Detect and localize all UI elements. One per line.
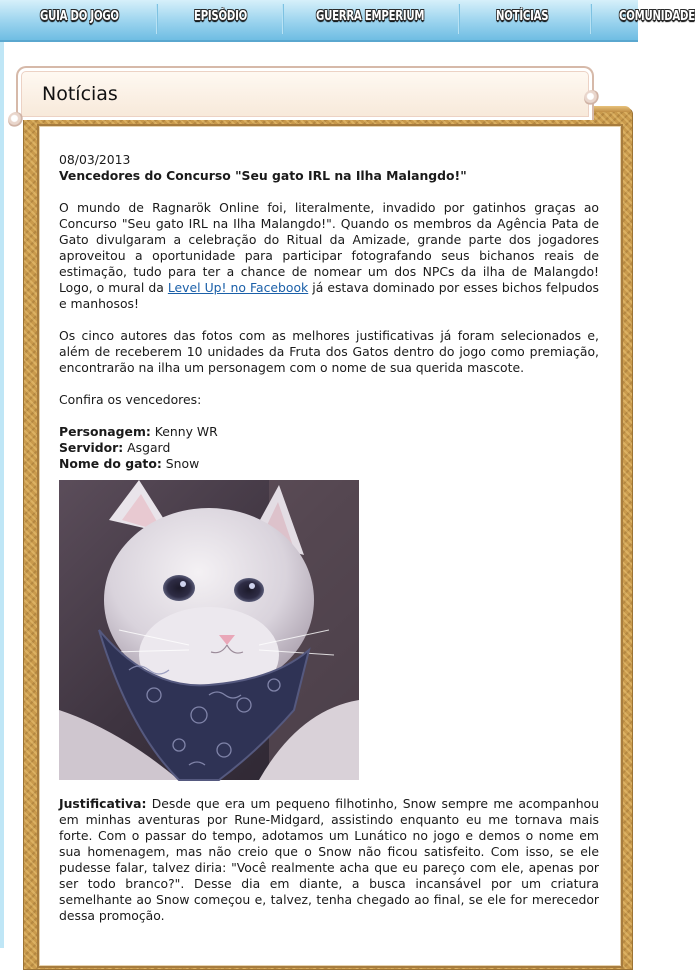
cat-name-value: Snow bbox=[165, 456, 200, 471]
nav-divider bbox=[156, 4, 157, 34]
nav-divider bbox=[282, 4, 283, 34]
paragraph-1-text: O mundo de Ragnarök Online foi, literalmente, invadido por gatinhos graças ao Concurso "Seu gato IRL na Ilha Malangdo!". Quando os membros da Agência Pata de Gato divulgaram a celebração do Ritual da Amizade, grande parte dos jogadores aproveitou a oportunidade para participar fotografando seus bichanos reais de estimação, tudo para ter a chance de nomear um dos NPCs da ilha de Malangdo! Logo, o mural da bbox=[59, 200, 599, 295]
justification-paragraph bbox=[59, 796, 599, 924]
cat-name-label: Nome do gato: bbox=[59, 456, 162, 471]
justification-label: Justificativa: bbox=[59, 796, 147, 811]
cat-photo bbox=[59, 480, 359, 780]
nav-comunidade[interactable]: COMUNIDADE bbox=[619, 9, 695, 24]
winners-intro: Confira os vencedores: bbox=[59, 392, 202, 407]
page-title: Notícias bbox=[42, 83, 118, 105]
corner-ornament-right bbox=[584, 90, 600, 106]
article-panel bbox=[37, 124, 623, 968]
title-tab bbox=[16, 66, 594, 120]
character-label: Personagem: bbox=[59, 424, 151, 439]
paragraph-1-text-end: já estava dominado por esses bichos felpudos e manhosos! bbox=[59, 280, 600, 311]
article-date: 08/03/2013 bbox=[59, 152, 131, 167]
winner-character bbox=[59, 424, 599, 440]
server-value: Asgard bbox=[127, 440, 171, 455]
server-label: Servidor: bbox=[59, 440, 124, 455]
left-edge-strip bbox=[0, 42, 4, 948]
nav-guerra-emperium[interactable]: GUERRA EMPERIUM bbox=[316, 9, 425, 24]
winner-cat-name bbox=[59, 456, 599, 472]
article-paragraph-1 bbox=[59, 200, 599, 312]
top-navigation bbox=[0, 0, 695, 42]
article-headline: Vencedores do Concurso "Seu gato IRL na Ilha Malangdo!" bbox=[59, 168, 467, 183]
nav-guia-do-jogo[interactable]: GUIA DO JOGO bbox=[40, 9, 119, 24]
character-value: Kenny WR bbox=[154, 424, 218, 439]
article-body bbox=[59, 152, 599, 924]
nav-divider bbox=[458, 4, 459, 34]
winner-server bbox=[59, 440, 599, 456]
nav-episodio[interactable]: EPISÓDIO bbox=[194, 9, 248, 24]
justification-text: Desde que era um pequeno filhotinho, Snow sempre me acompanhou em minhas aventuras por Rune-Midgard, assistindo enquanto eu me tornava mais forte. Com o passar do tempo, adotamos um Lunático no jogo e demos o nome em sua homenagem, mas não creio que o Snow não ficou satisfeito. Com isso, se ele pudesse falar, talvez diria: "Você realmente acha que eu pareço com ele, apenas por ser todo branco?". Desse dia em diante, a busca incansável por um criatura semelhante ao Snow começou e, talvez, tenha chegado ao final, se ele for merecedor dessa promoção. bbox=[59, 796, 599, 923]
corner-ornament-left bbox=[8, 112, 24, 128]
nav-divider bbox=[590, 4, 591, 34]
article-paragraph-2: Os cinco autores das fotos com as melhores justificativas já foram selecionados e, além de receberem 10 unidades da Fruta dos Gatos dentro do jogo como premiação, encontrarão na ilha um personagem com o nome de sua querida mascote. bbox=[59, 328, 599, 375]
facebook-link[interactable]: Level Up! no Facebook bbox=[167, 280, 309, 295]
nav-noticias[interactable]: NOTÍCIAS bbox=[496, 9, 549, 24]
